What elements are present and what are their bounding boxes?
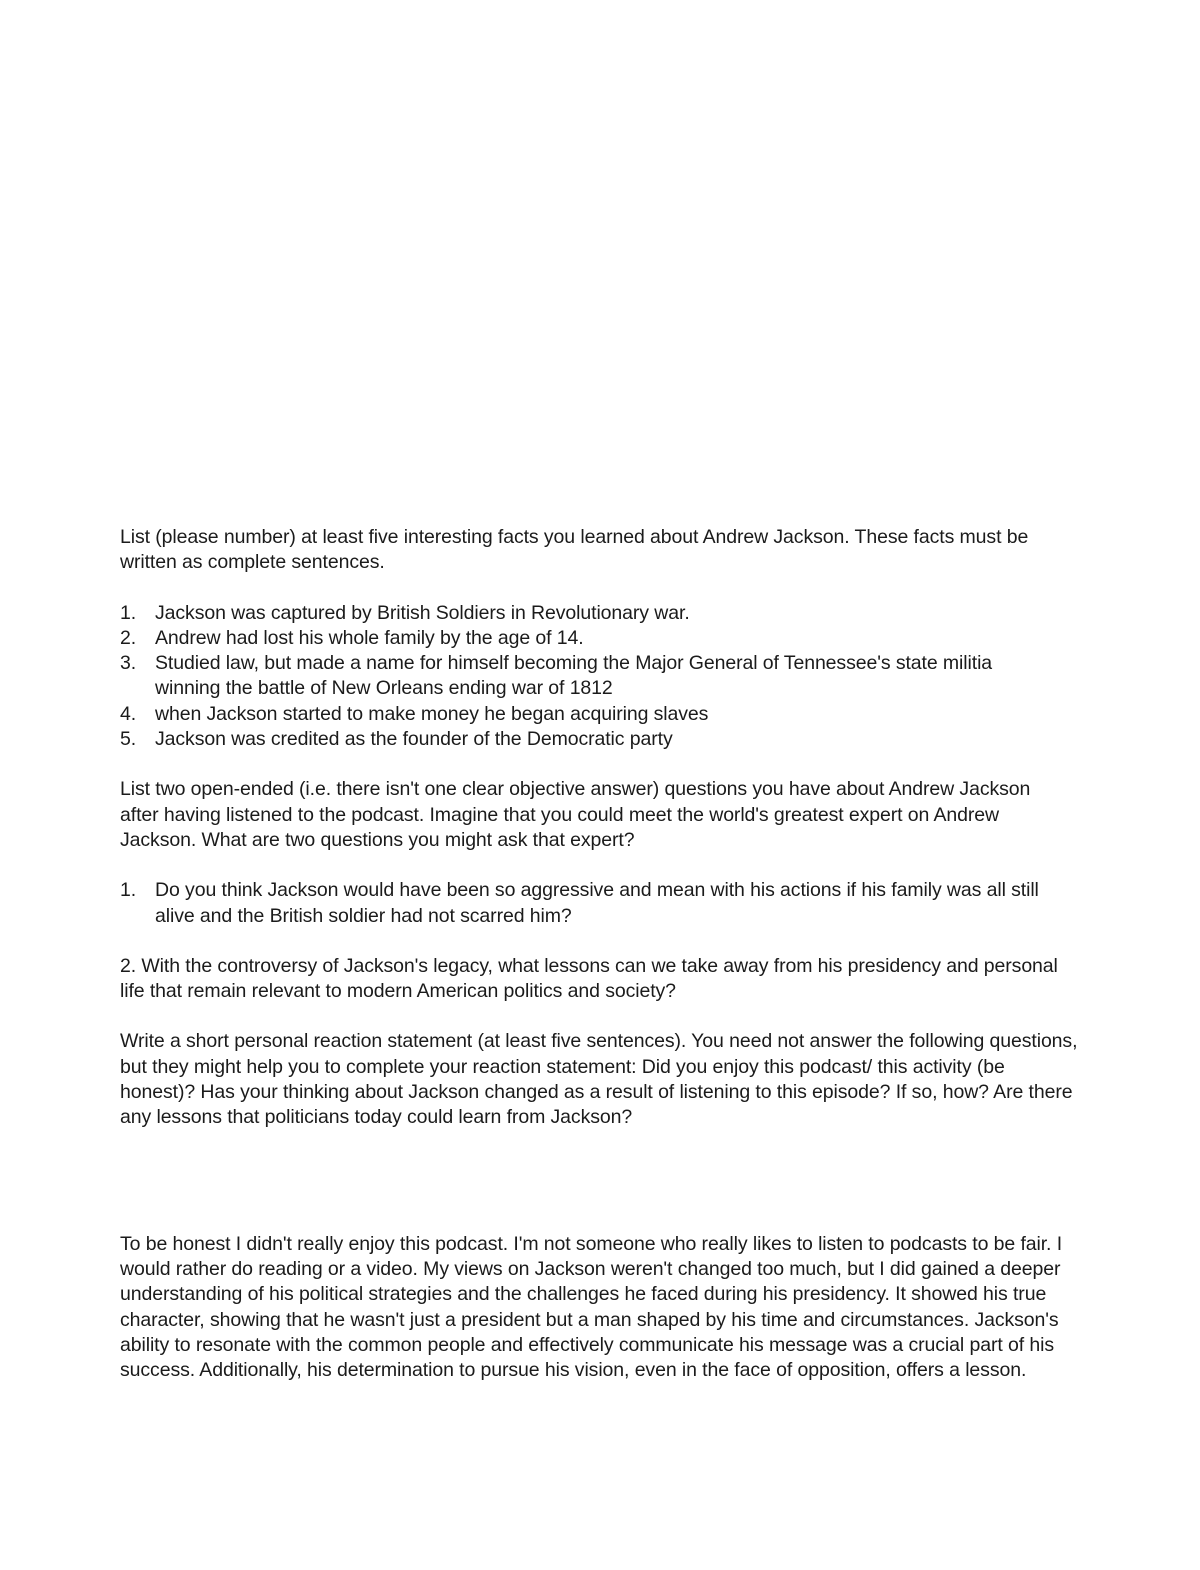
fact-number: 5. xyxy=(120,728,137,751)
fact-text: Studied law, but made a name for himself becoming the Major General of Tennessee's state militia winning the battle of New Orleans ending war of 1812 xyxy=(155,652,993,700)
fact-text: Jackson was credited as the founder of the Democratic party xyxy=(155,728,673,751)
question-text: Do you think Jackson would have been so aggressive and mean with his actions if his family was all still alive and the British soldier had not scarred him? xyxy=(155,879,1039,927)
fact-number: 1. xyxy=(120,601,137,624)
fact-text: Andrew had lost his whole family by the age of 14. xyxy=(155,626,584,649)
question-item-1 xyxy=(120,878,1080,929)
reaction-response: To be honest I didn't really enjoy this podcast. I'm not someone who really likes to listen to podcasts to be fair. I would rather do reading or a video. My views on Jackson weren't changed too much, but I did gained a deeper understanding of his political strategies and the challenges he faced during his presidency. It showed his true character, showing that he wasn't just a president but a man shaped by his time and circumstances. Jackson's ability to resonate with the common people and effectively communicate his message was a crucial part of his success. Additionally, his determination to pursue his vision, even in the face of opposition, offers a lesson. xyxy=(120,1232,1063,1382)
questions-list xyxy=(120,878,1080,929)
questions-prompt: List two open-ended (i.e. there isn't one clear objective answer) questions you have about Andrew Jackson after having listened to the podcast. Imagine that you could meet the world's greatest expert on Andrew Jackson. What are two questions you might ask that expert? xyxy=(120,778,1031,851)
fact-item-5 xyxy=(120,727,1080,752)
fact-text: when Jackson started to make money he began acquiring slaves xyxy=(155,702,709,725)
fact-item-2 xyxy=(120,626,1080,651)
fact-text: Jackson was captured by British Soldiers in Revolutionary war. xyxy=(155,601,690,624)
fact-item-3 xyxy=(120,651,1080,702)
fact-item-1 xyxy=(120,601,1080,626)
fact-number: 3. xyxy=(120,652,137,675)
facts-list xyxy=(120,601,1080,753)
fact-number: 4. xyxy=(120,702,137,725)
fact-item-4 xyxy=(120,702,1080,727)
facts-prompt: List (please number) at least five interesting facts you learned about Andrew Jackson. These facts must be written as complete sentences. xyxy=(120,526,1029,574)
question-item-2: 2. With the controversy of Jackson's legacy, what lessons can we take away from his presidency and personal life that remain relevant to modern American politics and society? xyxy=(120,954,1058,1003)
question-number: 1. xyxy=(120,879,137,902)
document-body xyxy=(120,525,1080,1383)
fact-number: 2. xyxy=(120,626,137,649)
reaction-prompt: Write a short personal reaction statement (at least five sentences). You need not answer the following questions, but they might help you to complete your reaction statement: Did you enjoy this podcast/ this activity (be honest)? Has your thinking about Jackson changed as a result of listening to this episode? If so, how? Are there any lessons that politicians today could learn from Jackson? xyxy=(120,1030,1078,1129)
